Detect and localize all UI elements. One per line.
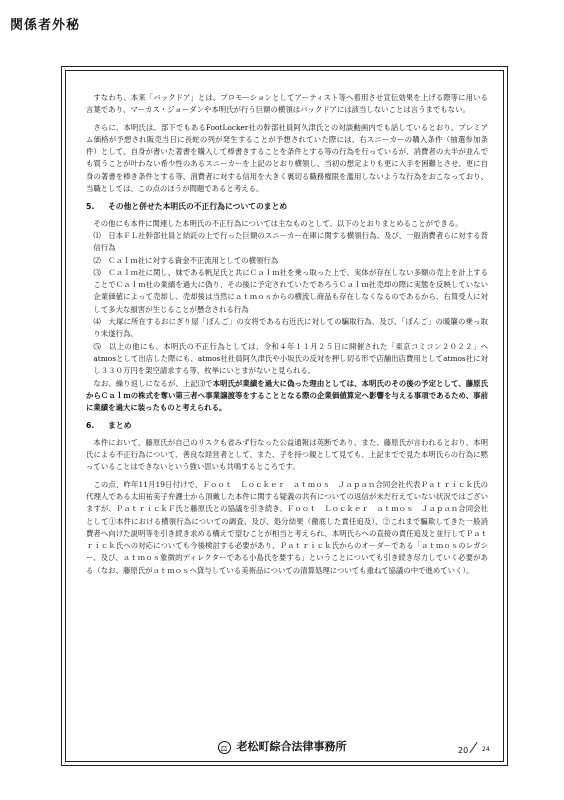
- page-total: 24: [482, 746, 490, 753]
- section-title: その他と併せた本明氏の不正行為についてのまとめ: [108, 202, 288, 212]
- list-item: ⑷ 大塚に所在するおにぎり屋「ぼんご」の女将である右近氏に対しての騙取行為、及び、「ぼんご」の暖簾の乗っ取り未遂行為、: [93, 317, 488, 339]
- list-item: ⑵ Ｃａｌｍ社に対する資金不正流用としての横領行為: [93, 255, 279, 265]
- section-title: まとめ: [108, 421, 132, 431]
- note-emphasis: 本明氏が業績を過大に偽った理由としては、本明氏のその後の予定として、藤原氏からＣａｌｍの株式を奪い第三者へ事業譲渡等をすることとなる際の企業価値算定へ影響を与える事項であるため、事前に業績を過大に装ったものと考えられる。: [86, 378, 488, 413]
- law-firm-footer: [0, 738, 564, 754]
- list-item: ⑶ Ｃａｌｍ社に関し、妹である帆足氏と共にＣａｌｍ社を乗っ取った上で、実体が存在しない多額の売上を計上することでＣａｌｍ社の業績を過大に偽り、その後に予定されていたであろうＣａｌｍ社売却の際に実態を反映していない企業価値によって売却し、売却後は当然にａｔｍｏｓからの横流し商品も存在しなくなるのであるから、右買受人に対して多大な損害が生じることが懸念される行為: [93, 267, 488, 314]
- paragraph-footlocker: さらに、本明氏は、部下でもあるFootLocker社の幹部社員阿久津氏との対談動画内でも話しているとおり、プレミアム価格が予想され販売当日に長蛇の列が発生することが予想されていた際には、右スニーカーの購入条件（抽選参加条件）として、自身が書いた著書を購入して棒書きすることを条件とする等の行為を行っているが、消費者の大半が並んでも買うことが叶わない希少性のあるスニーカーを上記のとおり横領し、当初の想定よりも更に入手を困難とさせ、更に自身の著書を棒き条件とする等、消費者に対する信用を大きく裏切る職務権限を濫用しないような行為をおこなっており、当職としては、この点のほうが問題であると考える。: [86, 122, 488, 194]
- list-item: ⑸ 以上の他にも、本明氏の不正行為としては、令和４年１１月２５日に開催された「東京コミコン２０２２」へatmosとして出店した際にも、atmos社社員阿久津氏や小坂氏の反対を押し切る形で店舗出店費用としてatmos社に対し３３０万円を架空請求する等、枚挙にいとまがないと見られる。: [93, 341, 488, 376]
- section-number: 6.: [86, 421, 95, 431]
- paragraph-summary-intro: その他にも本件に関連した本明氏の不正行為については主なものとして、以下のとおりまとめることができる。: [93, 218, 463, 228]
- paragraph-next-steps: この点、昨年11月19日付けで、Ｆｏｏｔ Ｌｏｃｋｅｒ ａｔｍｏｓ Ｊａｐａｎ合同会社代表Ｐａｔｒｉｃｋ氏の代理人である太田祐美子弁護士から頂戴した本件に関する疑義の共有についての返信が未だ行えていない状況ではございますが、ＰａｔｒｉｃｋＦ氏と藤原氏との協議を引き続き、Ｆｏｏｔ Ｌｏｃｋｅｒ ａｔｍｏｓ Ｊａｐａｎ合同会社として①本件における横領行為についての調査、及び、処分結果（徹底した責任追及）、②これまで騙欺してきた一般消費者へ向けた説明等を引き続き求める構えで望むことが相当と考えられ、本明氏らへの直接の責任追及と並行してＰａｔｒｉｃｋ氏への対応についても今後検討する必要があり、Ｐａｔｒｉｃｋ氏からのオーダーである「ａｔｍｏｓのレガシー、及び、ａｔｍｏｓ象徴的ディレクターである小島氏を要する」ということについても引き続き尽力していく必要がある（なお、藤原氏がａｔｍｏｓへ貸与している美術品についての清算処理についても重ねて協議の中で進めていく）。: [86, 479, 488, 575]
- page-number: 20: [458, 746, 469, 755]
- section-heading-5: [86, 201, 488, 213]
- list-item: ⑴ 日本ＦＬ社幹部社員と結託の上で行った巨額のスニーカー在庫に関する横領行為、及び、一般消費者らに対する背信行為: [93, 230, 488, 253]
- confidential-mark: 関係者外秘: [10, 18, 81, 33]
- firm-logo-icon: ⚖: [218, 741, 231, 754]
- section-heading-6: [86, 420, 488, 432]
- firm-name: 老松町綜合法律事務所: [236, 740, 347, 753]
- section-number: 5.: [86, 202, 95, 212]
- paragraph-repeat-note: [86, 378, 488, 415]
- paragraph-backdoor: すなわち、本来「バックドア」とは、プロモーションとしてアーティスト等へ着用させ宣伝効果を上げる際等に用いる言葉であり、マーカス・ジョーダンや本明氏が行う巨額の横領はバックドアには該当しないことは言うまでもない。: [86, 93, 488, 115]
- document-body: [86, 92, 488, 577]
- paragraph-conclusion: 本件において、藤原氏が自己のリスクも省みず行なった公益通報は英断であり、また、藤原氏が言われるとおり、本明氏による不正行為について、善良な経営者として、また、子を持つ親として見ても、上記までで見た本明氏らの行為に黙っていることはできないという強い思いも共鳴するところです。: [86, 437, 488, 472]
- note-lead: なお、繰り返しになるが、上記⑶で: [93, 378, 213, 388]
